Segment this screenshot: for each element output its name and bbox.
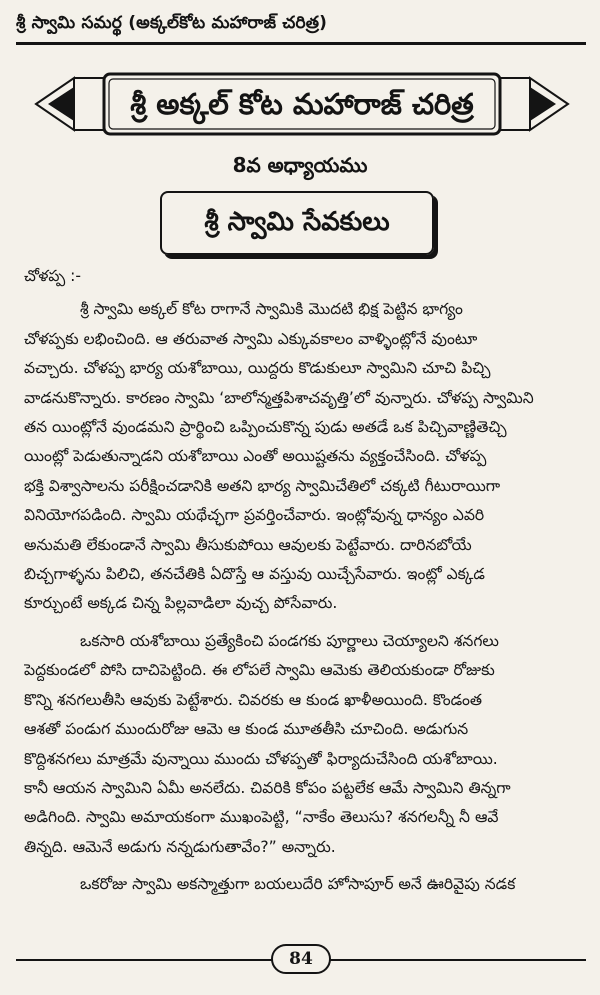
text-line: వచ్చారు. చోళప్ప భార్య యశోబాయి, యిద్దరు కొడుకులూ స్వామిని చూచి పిచ్చి (24, 359, 491, 378)
text-line: ఆశతో పండుగ ముందురోజు ఆమె ఆ కుండ మూతతీసి చూచింది. అడుగున (24, 720, 469, 739)
text-line: భక్తి విశ్వాసాలను పరీక్షించడానికి అతని భార్య స్వామిచేతిలో చక్కటి గీటురాయిగా (24, 476, 501, 495)
text-line: వాడనుకొన్నారు. కారణం స్వామి ‘బాలోన్మత్తపిశాచవృత్తి’లో వున్నారు. చోళప్ప స్వామిని (24, 388, 534, 407)
text-line: కానీ ఆయన స్వామిని ఏమీ అనలేదు. చివరికి కోపం పట్టలేక ఆమే స్వామిని తిన్నగా (24, 778, 511, 797)
running-header: శ్రీ స్వామి సమర్థ (అక్కల్‌కోట మహారాజ్ చరిత్ర) (16, 13, 328, 33)
text-line: ఒకరోజు స్వామి అకస్మాత్తుగా బయలుదేరి హోసాపూర్ అనే ఊరివైపు నడక (80, 875, 516, 894)
text-line: బిచ్చగాళ్ళను పిలిచి, తనచేతికి ఏదొస్తే ఆ వస్తువు యిచ్చేసేవారు. ఇంట్లో ఎక్కడ (24, 565, 485, 584)
title-banner (34, 72, 570, 136)
text-line: చోళప్పకు లభించింది. ఆ తరువాత స్వామి ఎక్కువకాలం వాళ్ళింట్లోనే వుంటూ (24, 329, 478, 348)
text-line: కూర్చుంటే అక్కడ చిన్న పిల్లవాడిలా వుచ్చ పోసేవారు. (24, 594, 338, 613)
page-footer (16, 944, 586, 976)
chapter-title: శ్రీ స్వామి సేవకులు (160, 191, 434, 255)
text-line: పెద్దకుండలో పోసి దాచిపెట్టింది. ఈ లోపలే స్వామి ఆమెకు తెలియకుండా రోజుకు (24, 661, 495, 680)
page-number: 84 (271, 944, 331, 974)
paragraph-1 (24, 295, 582, 618)
text-line: యింట్లో పెడుతున్నాడని యశోబాయి ఎంతో అయిష్టతను వ్యక్తంచేసింది. చోళప్ప (24, 447, 487, 466)
body-text (24, 262, 582, 900)
text-line: అనుమతి లేకుండానే స్వామి తీసుకుపోయి ఆవులకు పెట్టేవారు. దారినబోయే (24, 535, 472, 554)
text-line: తన యింట్లోనే వుండమని ప్రార్థించి ఒప్పించుకొన్న పుడు అతడే ఒక పిచ్చివాణ్ణితెచ్చి (24, 418, 507, 437)
text-line: కొద్దిశనగలు మాత్రమే వున్నాయి ముందు చోళప్పతో ఫిర్యాదుచేసింది యశోబాయి. (24, 749, 498, 768)
text-line: ఒకసారి యశోబాయి ప్రత్యేకించి పండగకు పూర్ణాలు చెయ్యాలని శనగలు (80, 631, 499, 650)
text-line: అడిగింది. స్వామి అమాయకంగా ముఖంపెట్టి, “నాకేం తెలుసు? శనగలన్నీ నీ ఆవే (24, 808, 499, 827)
text-line: వినియోగపడింది. స్వామి యథేచ్ఛగా ప్రవర్తించేవారు. ఇంట్లోవున్న ధాన్యం ఎవరి (24, 506, 485, 525)
text-line: శ్రీ స్వామి అక్కల్ కోట రాగానే స్వామికి మొదటి భిక్ష పెట్టిన భాగ్యం (80, 300, 463, 319)
section-label: చోళప్ప :- (24, 267, 82, 285)
chapter-number: 8వ అధ్యాయము (232, 153, 368, 177)
paragraph-3 (24, 870, 582, 899)
book-title: శ్రీ అక్కల్ కోట మహారాజ్ చరిత్ర (130, 87, 474, 121)
paragraph-2 (24, 627, 582, 862)
header-rule (16, 42, 586, 45)
text-line: కొన్ని శనగలుతీసి ఆవుకు పెట్టేశారు. చివరకు ఆ కుండ ఖాళీఅయింది. కొండంత (24, 690, 482, 709)
text-line: తిన్నది. ఆమెనే అడుగు నన్నడుగుతావేం?” అన్నారు. (24, 837, 336, 856)
